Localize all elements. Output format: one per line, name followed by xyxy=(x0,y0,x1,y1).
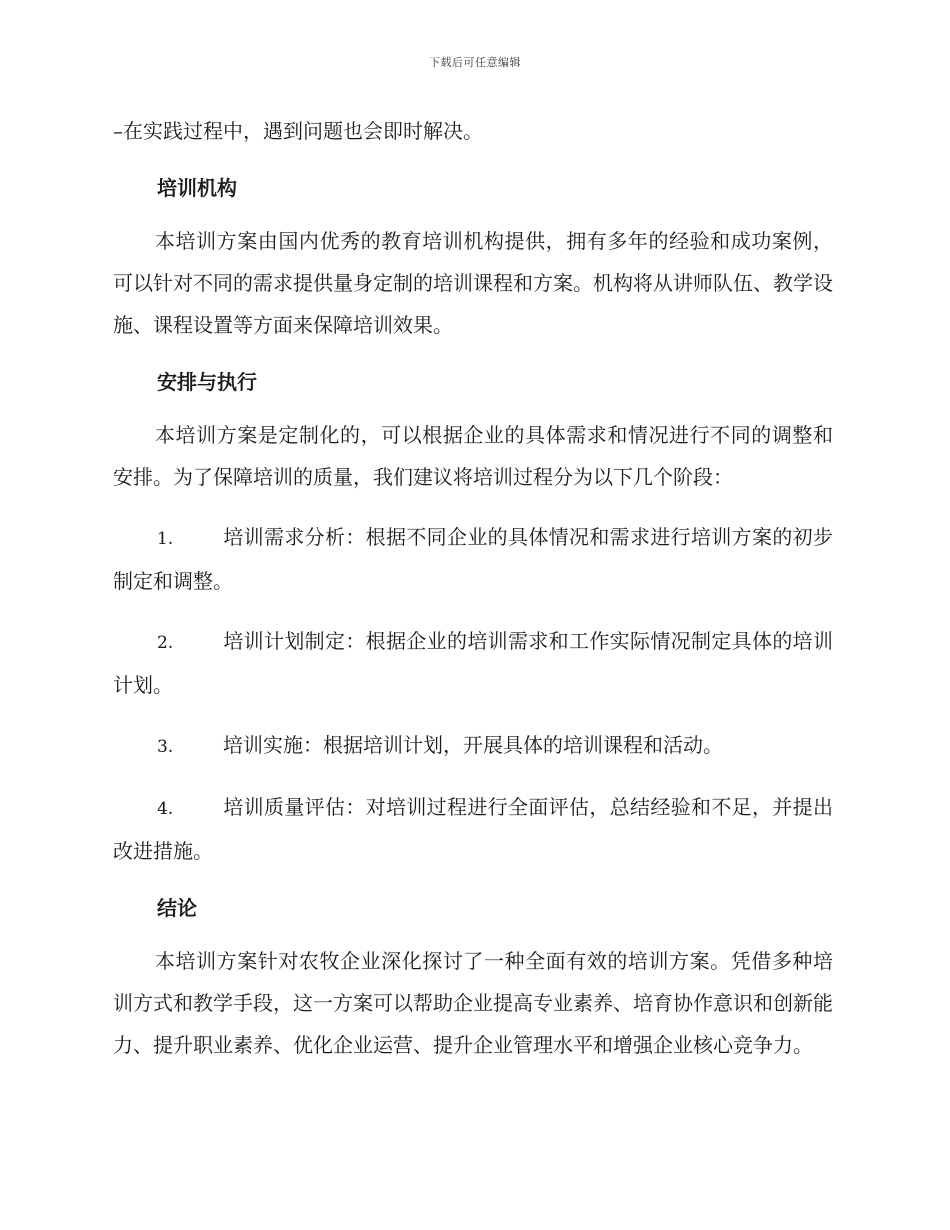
heading-institution: 培训机构 xyxy=(157,176,237,200)
list-item-number: 3. xyxy=(157,737,174,757)
heading-conclusion: 结论 xyxy=(157,896,197,920)
list-item-text: 培训计划制定：根据企业的培训需求和工作实际情况制定具体的培训计划。 xyxy=(113,629,833,697)
paragraph-arrangement: 本培训方案是定制化的，可以根据企业的具体需求和情况进行不同的调整和安排。为了保障培训的质量，我们建议将培训过程分为以下几个阶段： xyxy=(113,423,833,489)
document-body xyxy=(113,110,833,1084)
page-header-note: 下载后可任意编辑 xyxy=(429,56,521,69)
heading-arrangement: 安排与执行 xyxy=(157,370,257,394)
paragraph-institution: 本培训方案由国内优秀的教育培训机构提供，拥有多年的经验和成功案例，可以针对不同的需求提供量身定制的培训课程和方案。机构将从讲师队伍、教学设施、课程设置等方面来保障培训效果。 xyxy=(113,229,833,337)
list-item-text: 培训需求分析：根据不同企业的具体情况和需求进行培训方案的初步制定和调整。 xyxy=(113,525,833,593)
list-item xyxy=(113,620,833,706)
list-item-number: 4. xyxy=(157,799,174,819)
list-item xyxy=(113,786,833,872)
list-item-text: 培训质量评估：对培训过程进行全面评估，总结经验和不足，并提出改进措施。 xyxy=(113,795,833,863)
paragraph-conclusion: 本培训方案针对农牧企业深化探讨了一种全面有效的培训方案。凭借多种培训方式和教学手段，这一方案可以帮助企业提高专业素养、培育协作意识和创新能力、提升职业素养、优化企业运营、提升企业管理水平和增强企业核心竞争力。 xyxy=(113,949,833,1057)
list-item xyxy=(113,724,833,768)
list-item-number: 2. xyxy=(157,633,174,653)
list-item xyxy=(113,516,833,602)
list-item-text: 培训实施：根据培训计划，开展具体的培训课程和活动。 xyxy=(223,733,723,757)
intro-line: –在实践过程中，遇到问题也会即时解决。 xyxy=(113,119,483,143)
list-item-number: 1. xyxy=(157,529,174,549)
